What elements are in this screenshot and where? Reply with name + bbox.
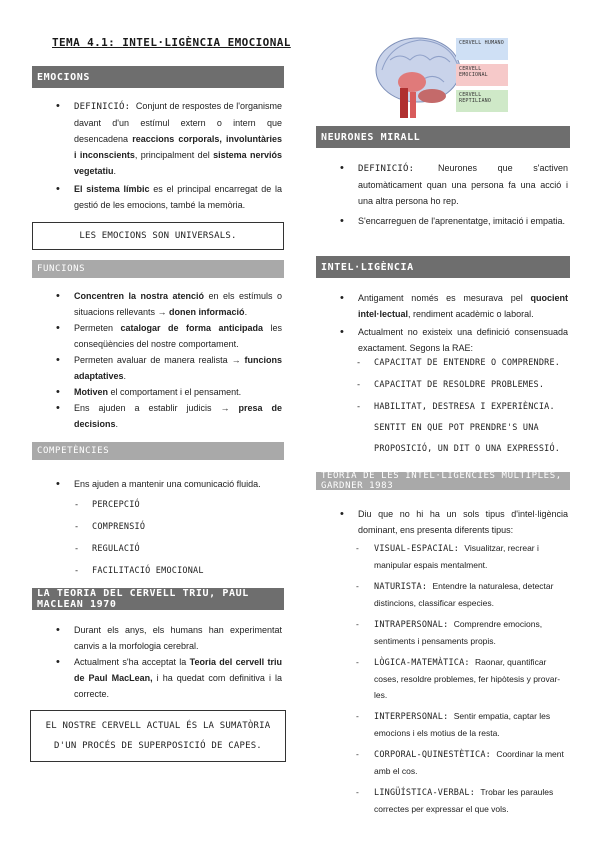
brain-illustration	[370, 30, 510, 122]
heading-text: NEURONES MIRALL	[321, 131, 421, 143]
list-item: • DEFINICIÓ: Neurones que s'activen automàticament quan una persona fa una acció i una altra persona ho rep.	[340, 160, 568, 209]
list-item: • S'encarreguen de l'aprenentatge, imitació i empatia.	[340, 213, 568, 229]
heading-text: EMOCIONS	[37, 71, 90, 83]
section-heading-gardner	[316, 472, 570, 490]
item-text: es el principal encarregat de la gestió de les emocions, també la memòria.	[74, 184, 282, 210]
sublist-item: - REGULACIÓ	[74, 538, 274, 560]
section-heading-neurones	[316, 126, 570, 148]
sublist-item: - INTERPERSONAL: Sentir empatia, captar les emocions i els motius de la resta.	[356, 708, 570, 741]
sublist-item: - LÒGICA-MATEMÀTICA: Raonar, quantificar coses, resoldre problemes, fer hipòtesis y provar-les.	[356, 654, 570, 703]
cervell-callout-box	[30, 710, 286, 762]
callout-text: EL NOSTRE CERVELL ACTUAL ÉS LA SUMATÒRIA D'UN PROCÉS DE SUPERPOSICIÓ DE CAPES.	[45, 721, 271, 751]
item-label: DEFINICIÓ:	[74, 102, 136, 112]
section-heading-emocions	[32, 66, 284, 88]
list-item: • Actualment no existeix una definició consensuada exactament. Segons la RAE:	[340, 324, 568, 356]
gardner-sublist	[356, 540, 570, 817]
list-item: • Durant els anys, els humans han experimentat canvis a la morfologia cerebral.	[56, 622, 282, 654]
brain-label-humano: CERVELL HUMANO	[456, 38, 508, 60]
page-title: TEMA 4.1: INTEL·LIGÈNCIA EMOCIONAL	[52, 36, 291, 49]
list-item: • Ens ajuden a mantenir una comunicació fluida.	[56, 476, 282, 492]
item-bold: El sistema límbic	[74, 184, 150, 194]
cervell-list	[56, 622, 282, 702]
section-heading-cervell-triu	[32, 588, 284, 610]
sublist-item: - HABILITAT, DESTRESA I EXPERIÈNCIA.	[356, 396, 570, 418]
brain-icon	[370, 30, 470, 122]
list-item	[56, 181, 282, 213]
list-item: • Concentren la nostra atenció en els estímuls o situacions rellevants → donen informació.	[56, 288, 282, 320]
sublist-item: - LINGÜÍSTICA-VERBAL: Trobar les paraules correctes per expressar el que vols.	[356, 784, 570, 817]
brain-label-reptiliano: CERVELL REPTILIANO	[456, 90, 508, 112]
section-heading-competencies	[32, 442, 284, 460]
sublist-item: - CORPORAL-QUINESTÈTICA: Coordinar la ment amb el cos.	[356, 746, 570, 779]
list-item: • Motiven el comportament i el pensament.	[56, 384, 282, 400]
sublist-item: - INTRAPERSONAL: Comprendre emocions, sentiments i pensaments propis.	[356, 616, 570, 649]
heading-text: COMPETÈNCIES	[37, 446, 110, 456]
emocions-callout-box	[32, 222, 284, 250]
heading-text: LA TEORIA DEL CERVELL TRIU, PAUL MACLEAN 1970	[37, 588, 249, 610]
list-item: • Ens ajuden a establir judicis → presa de decisions.	[56, 400, 282, 432]
list-item: • Diu que no hi ha un sols tipus d'intel·ligència dominant, ens presenta diferents tipus:	[340, 506, 568, 538]
item-text: , principalment del	[134, 150, 214, 160]
list-item: • Antigament només es mesurava pel quocient intel·lectual, rendiment acadèmic o laboral.	[340, 290, 568, 322]
sublist-item: - COMPRENSIÓ	[74, 516, 274, 538]
intel-note: SENTIT EN QUE POT PRENDRE'S UNA PROPOSICIÓ, UN DIT O UNA EXPRESSIÓ.	[374, 423, 561, 454]
intel-list	[340, 290, 568, 356]
callout-text: LES EMOCIONS SON UNIVERSALS.	[79, 231, 237, 241]
brain-label-emocional: CERVELL EMOCIONAL	[456, 64, 508, 86]
competencies-sublist	[74, 494, 274, 582]
list-item: • Permeten avaluar de manera realista → funcions adaptatives.	[56, 352, 282, 384]
item-bold: sistema nerviós vegetatiu	[74, 150, 282, 176]
sublist-item: - CAPACITAT DE RESOLDRE PROBLEMES.	[356, 374, 570, 396]
list-item	[56, 98, 282, 179]
item-text: Conjunt de respostes de l'organisme davant d'un estímul extern o intern que desencadena	[74, 101, 282, 144]
section-heading-funcions	[32, 260, 284, 278]
sublist-item: - PERCEPCIÓ	[74, 494, 274, 516]
list-item: • Actualment s'ha acceptat la Teoria del cervell triu de Paul MacLean, i ha quedat com definitiva i la correcte.	[56, 654, 282, 702]
intel-sublist	[356, 352, 570, 418]
heading-text: TEORIA DE LES INTEL·LIGÈNCIES MÚLTIPLES, GARDNER 1983	[321, 471, 562, 491]
item-bold: reaccions corporals, involuntàries i inconscients	[74, 134, 282, 160]
item-text: .	[113, 166, 117, 176]
list-item: • Permeten catalogar de forma anticipada les conseqüències del nostre comportament.	[56, 320, 282, 352]
sublist-item: - VISUAL-ESPACIAL: Visualitzar, recrear i manipular espais mentalment.	[356, 540, 570, 573]
competencies-list	[56, 476, 282, 492]
heading-text: INTEL·LIGÈNCIA	[321, 261, 414, 273]
emocions-list	[56, 98, 282, 213]
section-heading-intel	[316, 256, 570, 278]
gardner-list	[340, 506, 568, 538]
sublist-item: - CAPACITAT DE ENTENDRE O COMPRENDRE.	[356, 352, 570, 374]
sublist-item: - NATURISTA: Entendre la naturalesa, detectar distincions, classificar especies.	[356, 578, 570, 611]
funcions-list	[56, 288, 282, 432]
sublist-item: - FACILITACIÓ EMOCIONAL	[74, 560, 274, 582]
neurones-list	[340, 160, 568, 229]
heading-text: FUNCIONS	[37, 264, 86, 274]
